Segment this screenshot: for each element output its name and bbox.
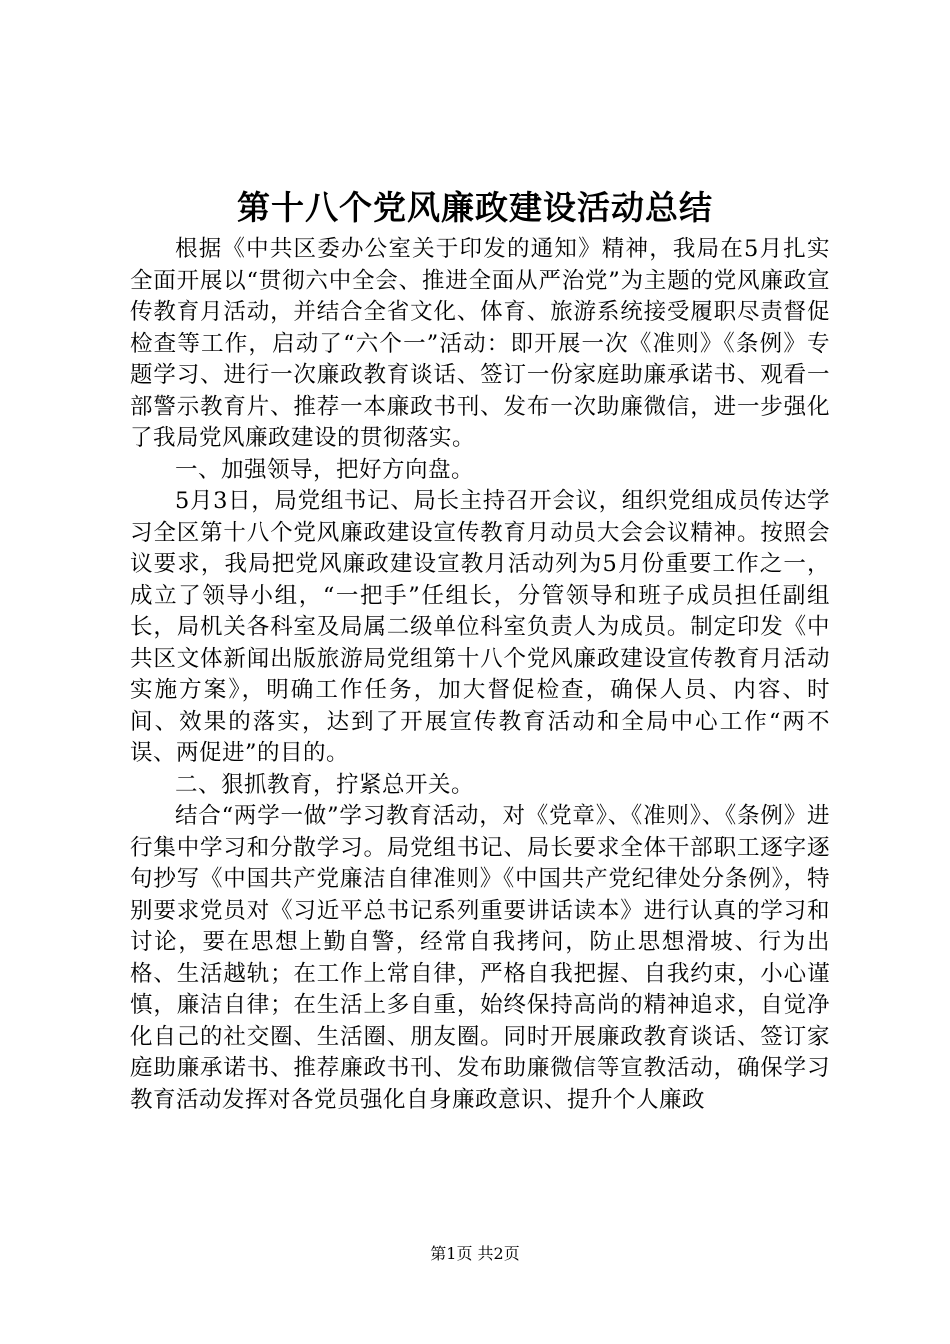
section-heading-1: 一、加强领导，把好方向盘。 (175, 456, 475, 483)
section-1-paragraph: 5月3日，局党组书记、局长主持召开会议，组织党组成员传达学习全区第十八个党风廉政建设宣传教育月动员大会会议精神。按照会议要求，我局把党风廉政建设宣教月活动列为5月份重要工作之一，成立了领导小组，“一把手”任组长，分管领导和班子成员担任副组长，局机关各科室及局属二级单位科室负责人为成员。制定印发《中共区文体新闻出版旅游局党组第十八个党风廉政建设宣传教育月活动实施方案》，明确工作任务，加大督促检查，确保人员、内容、时间、效果的落实，达到了开展宣传教育活动和全局中心工作“两不误、两促进”的目的。 (130, 488, 830, 766)
section-2-paragraph: 结合“两学一做”学习教育活动，对《党章》、《准则》、《条例》进行集中学习和分散学习。局党组书记、局长要求全体干部职工逐字逐句抄写《中国共产党廉洁自律准则》《中国共产党纪律处分条例》，特别要求党员对《习近平总书记系列重要讲话读本》进行认真的学习和讨论，要在思想上勤自警，经常自我拷问，防止思想滑坡、行为出格、生活越轨；在工作上常自律，严格自我把握、自我约束，小心谨慎，廉洁自律；在生活上多自重，始终保持高尚的精神追求，自觉净化自己的社交圈、生活圈、朋友圈。同时开展廉政教育谈话、签订家庭助廉承诺书、推荐廉政书刊、发布助廉微信等宣教活动，确保学习教育活动发挥对各党员强化自身廉政意识、提升个人廉政 (130, 803, 830, 1113)
document-body (130, 234, 830, 1116)
section-heading-2: 二、狠抓教育，拧紧总开关。 (175, 771, 475, 798)
page-number-footer: 第1页 共2页 (430, 1244, 520, 1263)
intro-paragraph: 根据《中共区委办公室关于印发的通知》精神，我局在5月扎实全面开展以“贯彻六中全会、推进全面从严治党”为主题的党风廉政宣传教育月活动，并结合全省文化、体育、旅游系统接受履职尽责督促检查等工作，启动了“六个一”活动：即开展一次《准则》《条例》专题学习、进行一次廉政教育谈话、签订一份家庭助廉承诺书、观看一部警示教育片、推荐一本廉政书刊、发布一次助廉微信，进一步强化了我局党风廉政建设的贯彻落实。 (130, 236, 830, 451)
document-title: 第十八个党风廉政建设活动总结 (237, 188, 713, 227)
